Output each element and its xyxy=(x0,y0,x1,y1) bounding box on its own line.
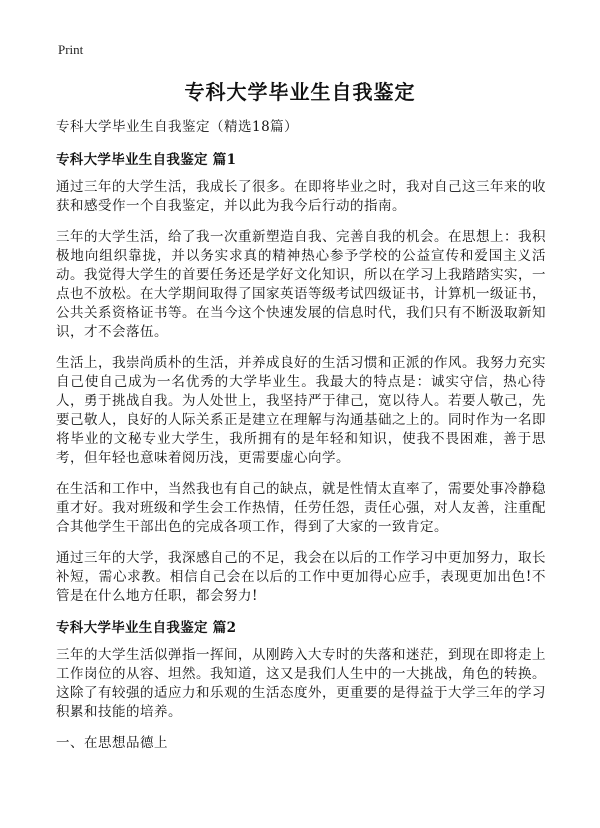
paragraph: 在生活和工作中，当然我也有自己的缺点，就是性情太直率了，需要处事冷静稳重才好。我对班级和学生会工作热情，任劳任怨，责任心强，对人友善，注重配合其他学生干部出色的完成各项工作，得到了大家的一致肯定。 xyxy=(56,481,546,535)
section-heading-2: 专科大学毕业生自我鉴定 篇2 xyxy=(56,620,237,636)
paragraph: 三年的大学生活，给了我一次重新塑造自我、完善自我的机会。在思想上：我积极地向组织靠拢，并以务实求真的精神热心参予学校的公益宣传和爱国主义活动。我觉得大学生的首要任务还是学好文化知识，所以在学习上我踏踏实实，一点也不放松。在大学期间取得了国家英语等级考试四级证书，计算机一级证书，公共关系资格证书等。在当今这个快速发展的信息时代，我们只有不断汲取新知识，才不会落伍。 xyxy=(56,229,546,340)
paragraph: 三年的大学生活似弹指一挥间，从刚跨入大专时的失落和迷茫，到现在即将走上工作岗位的从容、坦然。我知道，这又是我们人生中的一大挑战，角色的转换。这除了有较强的适应力和乐观的生活态度外，更重要的是得益于大学三年的学习积累和技能的培养。 xyxy=(56,647,546,720)
document-subtitle: 专科大学毕业生自我鉴定（精选18篇） xyxy=(56,119,299,135)
paragraph: 生活上，我崇尚质朴的生活，并养成良好的生活习惯和正派的作风。我努力充实自己使自己成为一名优秀的大学毕业生。我最大的特点是：诚实守信，热心待人，勇于挑战自我。为人处世上，我坚持严于律己，宽以待人。若要人敬己，先要己敬人，良好的人际关系正是建立在理解与沟通基础之上的。同时作为一名即将毕业的文秘专业大学生，我所拥有的是年轻和知识，使我不畏困难，善于思考，但年轻也意味着阅历浅，更需要虚心向学。 xyxy=(56,355,546,466)
paragraph: 通过三年的大学，我深感自己的不足，我会在以后的工作学习中更加努力，取长补短，需心求教。相信自己会在以后的工作中更加得心应手，表现更加出色!不管是在什么地方任职，都会努力! xyxy=(56,550,546,604)
document-body xyxy=(56,118,546,753)
page-title: 专科大学毕业生自我鉴定 xyxy=(184,80,416,104)
list-item: 一、在思想品德上 xyxy=(56,735,168,751)
print-label[interactable]: Print xyxy=(58,42,84,57)
paragraph: 通过三年的大学生活，我成长了很多。在即将毕业之时，我对自己这三年来的收获和感受作一个自我鉴定，并以此为我今后行动的指南。 xyxy=(56,179,546,214)
section-heading-1: 专科大学毕业生自我鉴定 篇1 xyxy=(56,152,237,168)
